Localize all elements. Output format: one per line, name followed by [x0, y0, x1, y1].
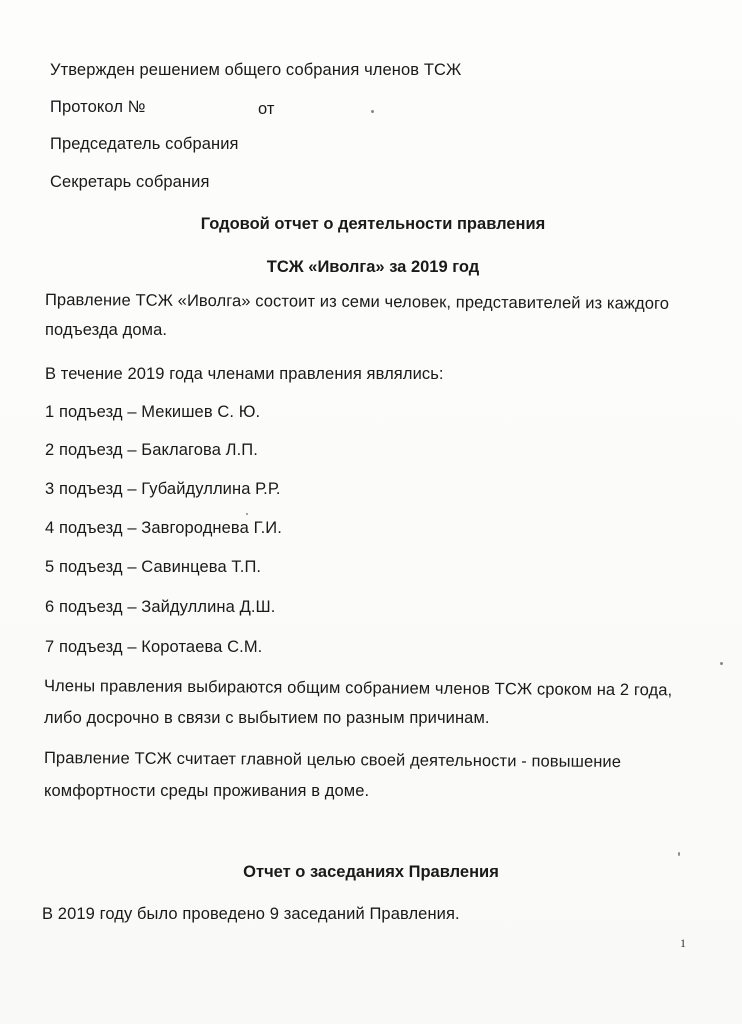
scan-speck: [678, 852, 680, 856]
intro-line-2: подъезда дома.: [45, 321, 168, 339]
report-title: Годовой отчет о деятельности правления: [200, 215, 546, 233]
scan-speck: [371, 110, 374, 113]
approval-line: Утвержден решением общего собрания членов ТСЖ: [50, 61, 462, 79]
member-item: 7 подъезд – Коротаева С.М.: [45, 638, 263, 656]
report-subtitle: ТСЖ «Иволга» за 2019 год: [266, 258, 480, 276]
member-item: 4 подъезд – Завгороднева Г.И.: [45, 519, 282, 537]
member-item: 3 подъезд – Губайдуллина Р.Р.: [45, 480, 281, 498]
scan-speck: [246, 513, 248, 515]
scan-speck: [720, 662, 723, 665]
election-line-2: либо досрочно в связи с выбытием по разным причинам.: [44, 709, 490, 727]
protocol-date-label: от: [258, 100, 275, 118]
goal-line-2: комфортности среды проживания в доме.: [44, 782, 370, 800]
goal-line-1: Правление ТСЖ считает главной целью своей деятельности - повышение: [43, 749, 622, 772]
page-number: 1: [680, 936, 686, 950]
secretary-line: Секретарь собрания: [50, 173, 210, 191]
election-line-1: Члены правления выбираются общим собранием членов ТСЖ сроком на 2 года,: [43, 677, 673, 700]
member-item: 6 подъезд – Зайдуллина Д.Ш.: [45, 598, 276, 616]
intro-line-1: Правление ТСЖ «Иволга» состоит из семи человек, представителей из каждого: [44, 291, 670, 313]
meetings-heading: Отчет о заседаниях Правления: [243, 863, 499, 881]
member-item: 5 подъезд – Савинцева Т.П.: [45, 558, 262, 576]
member-item: 2 подъезд – Баклагова Л.П.: [45, 441, 258, 459]
meetings-text: В 2019 году было проведено 9 заседаний Правления.: [42, 905, 460, 923]
protocol-label: Протокол №: [50, 98, 146, 116]
members-intro: В течение 2019 года членами правления являлись:: [45, 365, 444, 383]
member-item: 1 подъезд – Мекишев С. Ю.: [45, 403, 261, 421]
chairman-line: Председатель собрания: [50, 135, 239, 153]
